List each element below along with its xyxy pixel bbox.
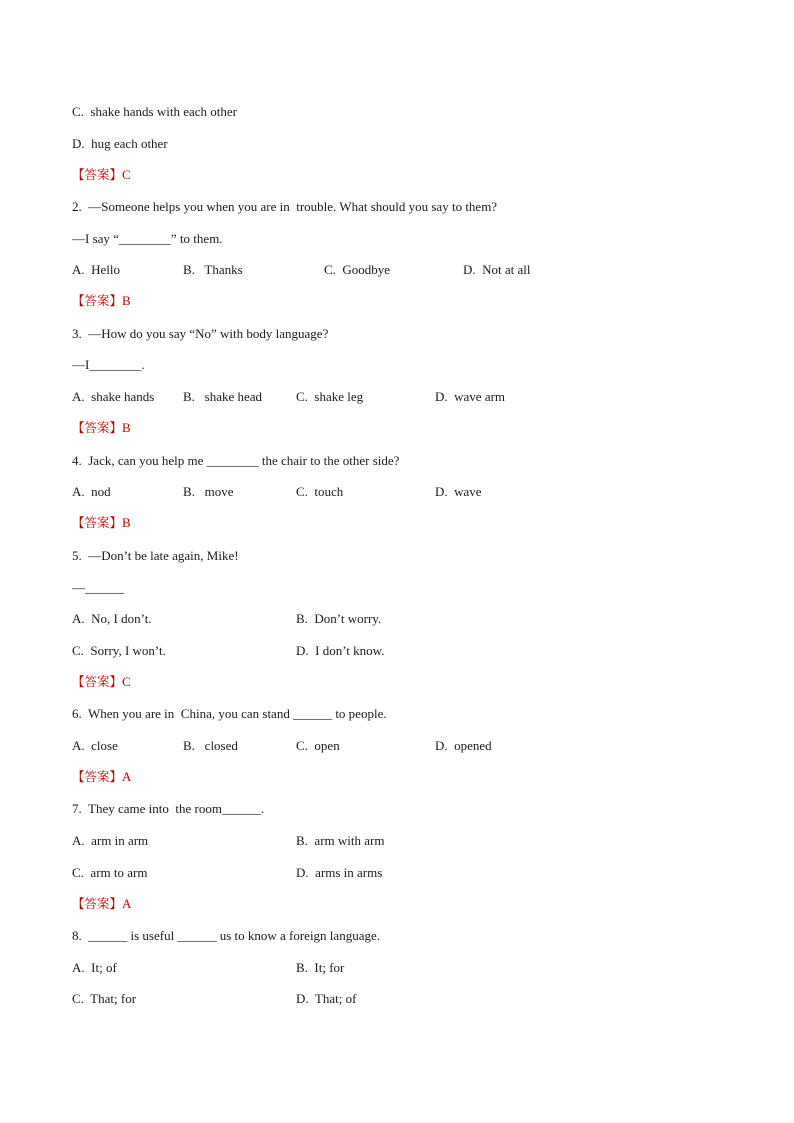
answer-value: C <box>122 674 131 689</box>
q2-option-a: A. Hello <box>72 262 121 277</box>
answer-value: A <box>122 896 132 911</box>
q3-option-d: D. wave arm <box>435 389 506 404</box>
q8-stem: 8. ______ is useful ______ us to know a foreign language. <box>72 928 380 943</box>
q7-answer <box>72 896 131 912</box>
q2-option-d: D. Not at all <box>463 262 531 277</box>
answer-value: B <box>122 515 131 530</box>
q3-option-a: A. shake hands <box>72 389 155 404</box>
q2-option-b: B. Thanks <box>183 262 243 277</box>
q5-option-a: A. No, I don’t. <box>72 611 152 626</box>
q6-option-b: B. closed <box>183 738 238 753</box>
q5-stem: 5. —Don’t be late again, Mike! <box>72 548 239 563</box>
answer-label: 【答案】 <box>72 293 123 308</box>
q8-option-b: B. It; for <box>296 960 345 975</box>
q7-option-a: A. arm in arm <box>72 833 149 848</box>
q2-stem: 2. —Someone helps you when you are in trouble. What should you say to them? <box>72 199 498 214</box>
q6-option-d: D. opened <box>435 738 492 753</box>
q7-stem: 7. They came into the room______. <box>72 801 265 816</box>
q7-option-d: D. arms in arms <box>296 865 383 880</box>
answer-label: 【答案】 <box>72 420 123 435</box>
q4-stem: 4. Jack, can you help me ________ the chair to the other side? <box>72 453 400 468</box>
q5-reply: —______ <box>72 580 124 595</box>
q3-reply: —I________. <box>72 357 145 372</box>
q6-stem: 6. When you are in China, you can stand ______ to people. <box>72 706 387 721</box>
q1-answer <box>72 167 131 183</box>
q3-option-c: C. shake leg <box>296 389 364 404</box>
answer-label: 【答案】 <box>72 896 123 911</box>
q5-option-c: C. Sorry, I won’t. <box>72 643 166 658</box>
q1-option-d: D. hug each other <box>72 136 168 151</box>
q8-option-a: A. It; of <box>72 960 117 975</box>
q6-option-a: A. close <box>72 738 118 753</box>
answer-label: 【答案】 <box>72 674 123 689</box>
q6-option-c: C. open <box>296 738 340 753</box>
q4-option-d: D. wave <box>435 484 482 499</box>
q5-answer <box>72 674 131 690</box>
answer-label: 【答案】 <box>72 769 123 784</box>
answer-value: B <box>122 420 131 435</box>
q4-option-c: C. touch <box>296 484 344 499</box>
answer-value: B <box>122 293 131 308</box>
q3-option-b: B. shake head <box>183 389 263 404</box>
answer-value: C <box>122 167 131 182</box>
answer-label: 【答案】 <box>72 515 123 530</box>
q2-answer <box>72 293 131 309</box>
q7-option-c: C. arm to arm <box>72 865 148 880</box>
q6-answer <box>72 769 131 785</box>
answer-label: 【答案】 <box>72 167 123 182</box>
q4-answer <box>72 515 131 531</box>
q7-option-b: B. arm with arm <box>296 833 385 848</box>
q8-option-c: C. That; for <box>72 991 137 1006</box>
q1-option-c: C. shake hands with each other <box>72 104 237 119</box>
q5-option-d: D. I don’t know. <box>296 643 385 658</box>
q3-stem: 3. —How do you say “No” with body language? <box>72 326 329 341</box>
q3-answer <box>72 420 131 436</box>
q4-option-a: A. nod <box>72 484 111 499</box>
answer-value: A <box>122 769 132 784</box>
q2-reply: —I say “________” to them. <box>72 231 223 246</box>
q8-option-d: D. That; of <box>296 991 357 1006</box>
q2-option-c: C. Goodbye <box>324 262 391 277</box>
q5-option-b: B. Don’t worry. <box>296 611 382 626</box>
q4-option-b: B. move <box>183 484 234 499</box>
